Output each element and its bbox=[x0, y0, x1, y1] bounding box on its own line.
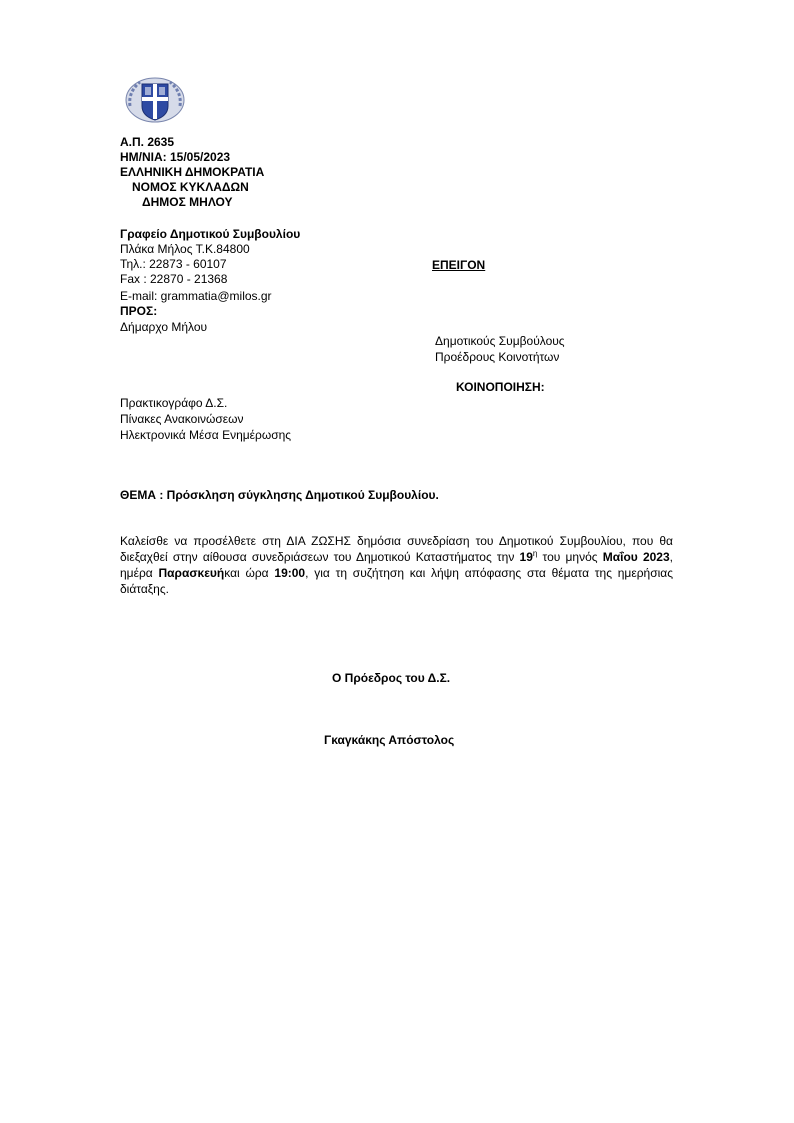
meeting-weekday: Παρασκευή bbox=[158, 566, 225, 580]
cc-recipient: Ηλεκτρονικά Μέσα Ενημέρωσης bbox=[120, 428, 292, 442]
office-fax: Fax : 22870 - 21368 bbox=[120, 272, 228, 286]
coat-of-arms-icon bbox=[124, 76, 186, 124]
office-phone: Τηλ.: 22873 - 60107 bbox=[120, 257, 227, 271]
office-name: Γραφείο Δημοτικού Συμβουλίου bbox=[120, 227, 301, 241]
signature-name: Γκαγκάκης Απόστολος bbox=[324, 733, 455, 747]
cc-recipient: Πίνακες Ανακοινώσεων bbox=[120, 412, 244, 426]
prefecture-name: ΝΟΜΟΣ ΚΥΚΛΑΔΩΝ bbox=[132, 180, 249, 194]
subject-line: ΘΕΜΑ : Πρόσκληση σύγκλησης Δημοτικού Συμβουλίου. bbox=[120, 488, 439, 502]
office-address: Πλάκα Μήλος Τ.Κ.84800 bbox=[120, 242, 250, 256]
body-text: και ώρα bbox=[224, 566, 275, 580]
protocol-number: Α.Π. 2635 bbox=[120, 135, 175, 149]
urgent-label: ΕΠΕΙΓΟΝ bbox=[432, 258, 486, 272]
office-email: E-mail: grammatia@milos.gr bbox=[120, 289, 272, 303]
country-name: ΕΛΛΗΝΙΚΗ ΔΗΜΟΚΡΑΤΙΑ bbox=[120, 165, 265, 179]
meeting-month: Μαΐου 2023 bbox=[602, 550, 670, 564]
cc-label: ΚΟΙΝΟΠΟΙΗΣΗ: bbox=[456, 380, 545, 394]
recipient-community-presidents: Προέδρους Κοινοτήτων bbox=[435, 350, 560, 364]
signature-title: Ο Πρόεδρος του Δ.Σ. bbox=[332, 671, 451, 685]
body-text: , για τη συζήτηση και λήψη απόφασης στα θέματα της ημερήσιας διάταξης. bbox=[120, 566, 673, 596]
municipality-name: ΔΗΜΟΣ ΜΗΛΟΥ bbox=[142, 195, 233, 209]
body-text: , ημέρα bbox=[120, 550, 673, 580]
recipient-councillors: Δημοτικούς Συμβούλους bbox=[435, 334, 565, 348]
to-label: ΠΡΟΣ: bbox=[120, 304, 158, 318]
meeting-day: 19 bbox=[519, 550, 533, 564]
body-text: Καλείσθε να προσέλθετε στη ΔΙΑ ΖΩΣΗΣ δημόσια συνεδρίαση του Δημοτικού Συμβουλίου, που θα διεξαχθεί στην αίθουσα συνεδριάσεων του Δημοτικού Καταστήματος την bbox=[120, 534, 673, 564]
cc-recipient: Πρακτικογράφο Δ.Σ. bbox=[120, 396, 228, 410]
day-suffix: η bbox=[532, 549, 538, 558]
body-text: του μηνός bbox=[537, 550, 603, 564]
recipient-mayor: Δήμαρχο Μήλου bbox=[120, 320, 208, 334]
invitation-body bbox=[120, 533, 673, 597]
document-date: ΗΜ/ΝΙΑ: 15/05/2023 bbox=[120, 150, 231, 164]
meeting-time: 19:00 bbox=[274, 566, 306, 580]
